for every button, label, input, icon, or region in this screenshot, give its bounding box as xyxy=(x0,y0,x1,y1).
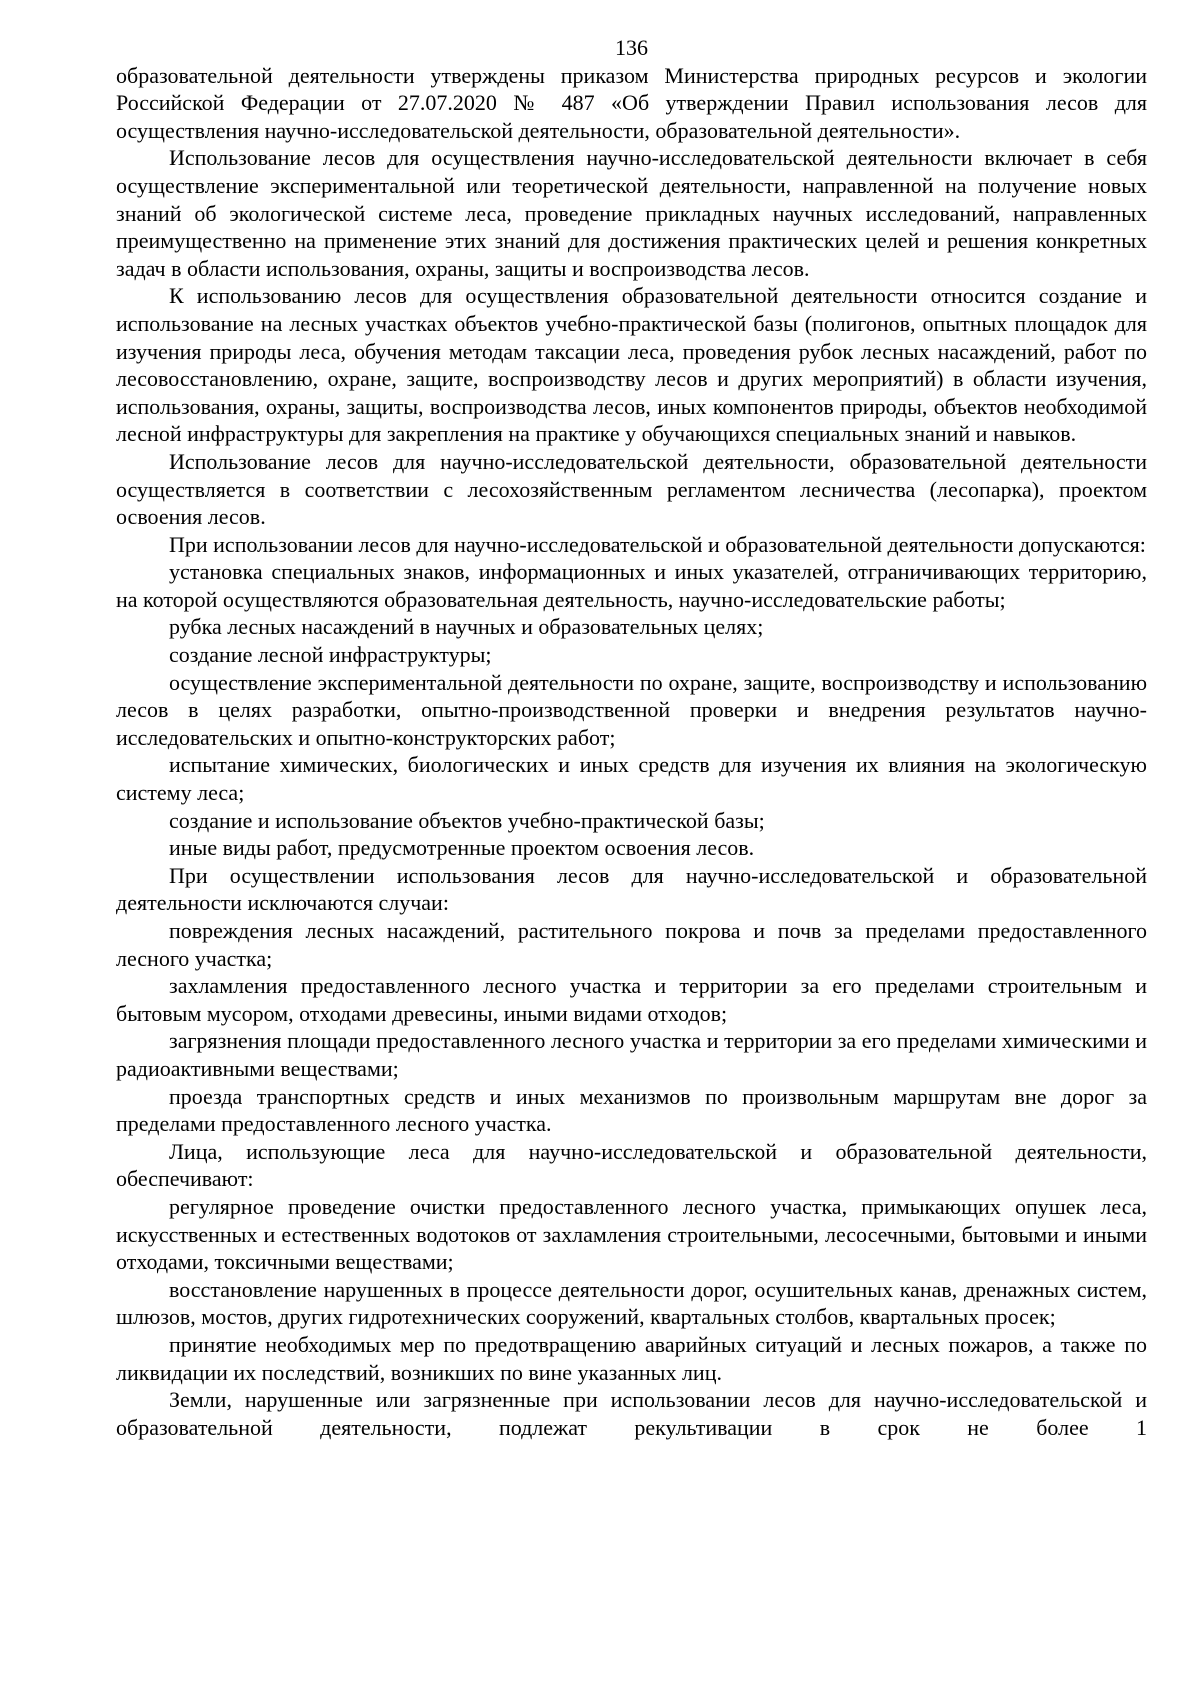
paragraph-regulation: Использование лесов для научно-исследовательской деятельности, образовательной деятельности осуществляется в соответствии с лесохозяйственным регламентом лесничества (лесопарка), проектом освоения лесов. xyxy=(116,448,1147,530)
list-item-damage: повреждения лесных насаждений, растительного покрова и почв за пределами предоставленного лесного участка; xyxy=(116,918,1147,971)
list-item-other-works: иные виды работ, предусмотренные проектом освоения лесов. xyxy=(169,835,755,861)
list-item-littering: захламления предоставленного лесного участка и территории за его пределами строительным и бытовым мусором, отходами древесины, иными видами отходов; xyxy=(116,973,1147,1026)
list-item-testing: испытание химических, биологических и иных средств для изучения их влияния на экологическую систему леса; xyxy=(116,752,1147,806)
list-item-signs: установка специальных знаков, информационных и иных указателей, отграничивающих территорию, на которой осуществляются образовательная деятельность, научно-исследовательские работы; xyxy=(116,559,1147,612)
paragraph-excluded-intro: При осуществлении использования лесов для научно-исследовательской и образовательной деятельности исключаются случаи: xyxy=(116,862,1147,916)
list-item-infrastructure: создание лесной инфраструктуры; xyxy=(169,642,492,668)
list-item-emergency: принятие необходимых мер по предотвращению аварийных ситуаций и лесных пожаров, а также по ликвидации их последствий, возникших по вине указанных лиц. xyxy=(116,1331,1147,1385)
paragraph-obligations-intro: Лица, использующие леса для научно-исследовательской и образовательной деятельности, обеспечивают: xyxy=(116,1138,1147,1192)
list-item-vehicles: проезда транспортных средств и иных механизмов по произвольным маршрутам вне дорог за пределами предоставленного лесного участка. xyxy=(116,1083,1147,1137)
list-item-training-base: создание и использование объектов учебно-практической базы; xyxy=(169,807,765,833)
page-number: 136 xyxy=(615,35,648,60)
list-item-pollution: загрязнения площади предоставленного лесного участка и территории за его пределами химическими и радиоактивными веществами; xyxy=(116,1028,1147,1081)
paragraph-recultivation: Земли, нарушенные или загрязненные при использовании лесов для научно-исследовательской и образовательной деятельности, подлежат рекультивации в срок не более 1 xyxy=(116,1387,1147,1440)
list-item-logging: рубка лесных насаждений в научных и образовательных целях; xyxy=(169,614,764,640)
list-item-cleaning: регулярное проведение очистки предоставленного лесного участка, примыкающих опушек леса, искусственных и естественных водотоков от захламления строительными, лесосечными, бытовыми и иными отходами, токсичными веществами; xyxy=(116,1193,1147,1275)
list-item-restoration: восстановление нарушенных в процессе деятельности дорог, осушительных канав, дренажных систем, шлюзов, мостов, других гидротехнических сооружений, квартальных столбов, квартальных просек; xyxy=(116,1276,1147,1330)
list-item-experimental: осуществление экспериментальной деятельности по охране, защите, воспроизводству и использованию лесов в целях разработки, опытно-производственной проверки и внедрения результатов научно-исследовательских и опытно-конструкторских работ; xyxy=(116,669,1147,750)
paragraph-continuation: образовательной деятельности утверждены приказом Министерства природных ресурсов и экологии Российской Федерации от 27.07.2020 № 487 «Об утверждении Правил использования лесов для осуществления научно-исследовательской деятельности, образовательной деятельности». xyxy=(116,62,1147,143)
paragraph-allowed-intro: При использовании лесов для научно-исследовательской и образовательной деятельности допускаются: xyxy=(169,531,1146,557)
paragraph-research-use: Использование лесов для осуществления научно-исследовательской деятельности включает в себя осуществление экспериментальной или теоретической деятельности, направленной на получение новых знаний об экологической системе леса, проведение прикладных научных исследований, направленных преимущественно на применение этих знаний для достижения практических целей и решения конкретных задач в области использования, охраны, защиты и воспроизводства лесов. xyxy=(116,145,1147,281)
paragraph-educational-use: К использованию лесов для осуществления образовательной деятельности относится создание и использование на лесных участках объектов учебно-практической базы (полигонов, опытных площадок для изучения природы леса, обучения методам таксации леса, проведения рубок лесных насаждений, работ по лесовосстановлению, охране, защите, воспроизводству лесов и других мероприятий) в области изучения, использования, охраны, защиты, воспроизводства лесов, иных компонентов природы, объектов необходимой лесной инфраструктуры для закрепления на практике у обучающихся специальных знаний и навыков. xyxy=(116,283,1147,447)
